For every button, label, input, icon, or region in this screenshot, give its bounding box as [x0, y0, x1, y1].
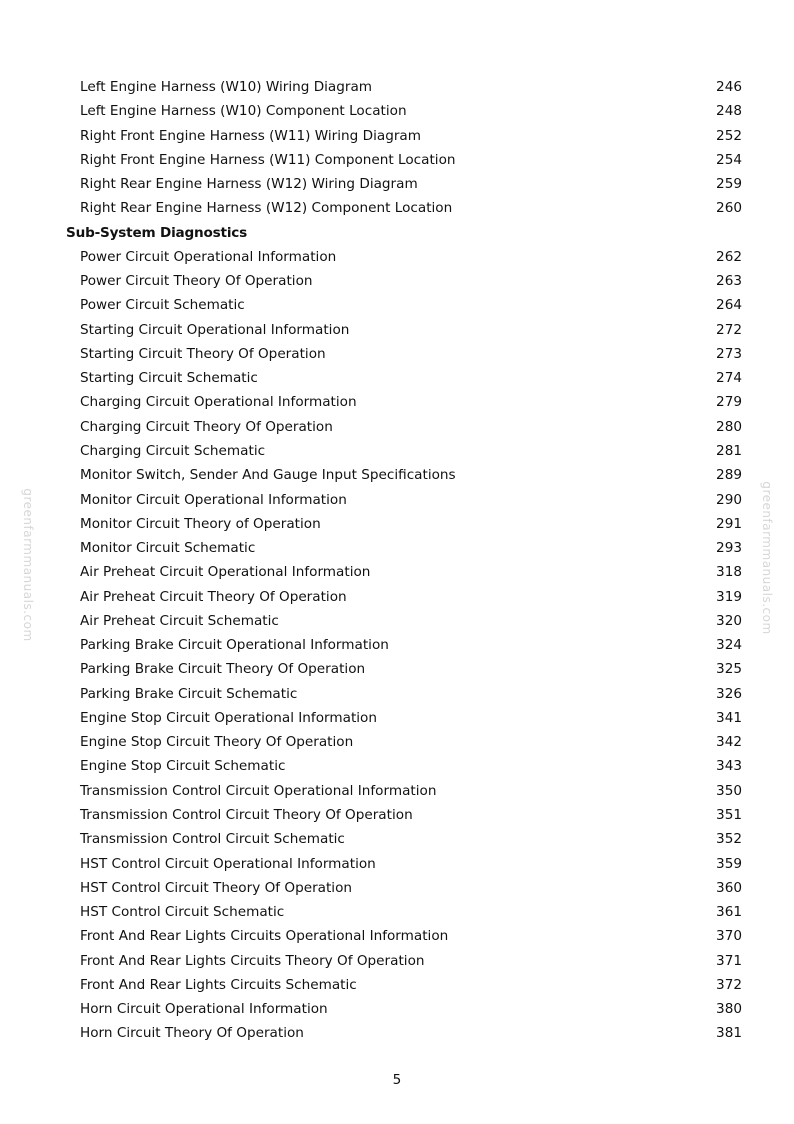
- toc-entry-page: 280: [716, 418, 742, 435]
- toc-entry-title: Charging Circuit Schematic: [80, 442, 266, 459]
- toc-entry-page: 361: [716, 904, 742, 921]
- toc-entry-title: Engine Stop Circuit Schematic: [80, 758, 286, 775]
- toc-entry-page: 380: [716, 1001, 742, 1018]
- toc-entry[interactable]: [0, 827, 794, 851]
- toc-entry-page: 320: [716, 612, 742, 629]
- toc-entry-page: 264: [716, 297, 742, 314]
- toc-entry-title: Charging Circuit Theory Of Operation: [80, 418, 333, 435]
- toc-entry-title: Right Front Engine Harness (W11) Component Location: [80, 151, 456, 168]
- toc-entry-page: 370: [716, 928, 742, 945]
- toc-entry-title: Air Preheat Circuit Schematic: [80, 612, 279, 629]
- toc-entry-title: Monitor Circuit Operational Information: [80, 491, 347, 508]
- toc-entry[interactable]: [0, 536, 794, 560]
- watermark-right: greenfarmmanuals.com: [760, 481, 774, 635]
- toc-entry-page: 281: [716, 442, 742, 459]
- toc-entry[interactable]: [0, 390, 794, 414]
- toc-entry[interactable]: [0, 318, 794, 342]
- toc-entry-page: 274: [716, 370, 742, 387]
- toc-entry-page: 263: [716, 273, 742, 290]
- toc-entry-title: Power Circuit Theory Of Operation: [80, 273, 313, 290]
- toc-entry[interactable]: [0, 754, 794, 778]
- toc-entry[interactable]: [0, 949, 794, 973]
- toc-entry-title: Engine Stop Circuit Theory Of Operation: [80, 734, 354, 751]
- toc-entry-page: 343: [716, 758, 742, 775]
- toc-entry-title: Transmission Control Circuit Theory Of Operation: [80, 806, 413, 823]
- toc-entry-title: Starting Circuit Theory Of Operation: [80, 345, 326, 362]
- toc-entry-page: 262: [716, 248, 742, 265]
- toc-entry-title: Monitor Circuit Theory of Operation: [80, 515, 321, 532]
- toc-entry[interactable]: [0, 1021, 794, 1045]
- toc-entry-title: Right Front Engine Harness (W11) Wiring Diagram: [80, 127, 421, 144]
- toc-entry-page: 372: [716, 976, 742, 993]
- toc-entry-title: Front And Rear Lights Circuits Theory Of Operation: [80, 952, 425, 969]
- toc-entry[interactable]: [0, 779, 794, 803]
- toc-entry-title: Charging Circuit Operational Information: [80, 394, 357, 411]
- toc-entry-page: 254: [716, 151, 742, 168]
- toc-entry-page: 371: [716, 952, 742, 969]
- toc-entry[interactable]: [0, 124, 794, 148]
- toc-entry[interactable]: [0, 269, 794, 293]
- toc-entry-title: Starting Circuit Schematic: [80, 370, 258, 387]
- toc-entry-title: HST Control Circuit Operational Information: [80, 855, 376, 872]
- toc-entry[interactable]: [0, 512, 794, 536]
- toc-entry-title: Monitor Switch, Sender And Gauge Input Specifications: [80, 467, 456, 484]
- toc-entry-title: HST Control Circuit Theory Of Operation: [80, 879, 353, 896]
- toc-entry-page: 291: [716, 515, 742, 532]
- toc-entry-title: Horn Circuit Operational Information: [80, 1001, 328, 1018]
- toc-entry[interactable]: [0, 366, 794, 390]
- toc-entry-title: Right Rear Engine Harness (W12) Component Location: [80, 200, 453, 217]
- toc-entry-page: 248: [716, 103, 742, 120]
- toc-section-heading: [0, 221, 794, 245]
- toc-entry-page: 318: [716, 564, 742, 581]
- toc-entry[interactable]: [0, 924, 794, 948]
- toc-entry[interactable]: [0, 900, 794, 924]
- toc-entry-page: 341: [716, 709, 742, 726]
- toc-entry[interactable]: [0, 997, 794, 1021]
- toc-entry-title: Air Preheat Circuit Theory Of Operation: [80, 588, 347, 605]
- toc-entry-page: 289: [716, 467, 742, 484]
- toc-entry-page: 272: [716, 321, 742, 338]
- toc-entry[interactable]: [0, 172, 794, 196]
- toc-entry-title: Power Circuit Schematic: [80, 297, 245, 314]
- toc-entry[interactable]: [0, 633, 794, 657]
- toc-entry[interactable]: [0, 730, 794, 754]
- toc-entry[interactable]: [0, 876, 794, 900]
- toc-entry-title: Sub-System Diagnostics: [66, 224, 248, 241]
- toc-entry-page: 290: [716, 491, 742, 508]
- toc-entry-title: Parking Brake Circuit Theory Of Operation: [80, 661, 366, 678]
- toc-entry[interactable]: [0, 706, 794, 730]
- toc-entry-page: 319: [716, 588, 742, 605]
- toc-entry-page: 342: [716, 734, 742, 751]
- toc-entry-page: 246: [716, 79, 742, 95]
- toc-entry-page: 350: [716, 782, 742, 799]
- toc-entry[interactable]: [0, 488, 794, 512]
- toc-entry-page: 324: [716, 637, 742, 654]
- toc-entry[interactable]: [0, 609, 794, 633]
- toc-entry[interactable]: [0, 415, 794, 439]
- toc-entry-title: Front And Rear Lights Circuits Schematic: [80, 976, 357, 993]
- toc-entry-page: 259: [716, 176, 742, 193]
- toc-entry-page: 252: [716, 127, 742, 144]
- toc-entry-title: Front And Rear Lights Circuits Operational Information: [80, 928, 449, 945]
- toc-entry-title: Monitor Circuit Schematic: [80, 540, 256, 557]
- toc-entry-page: 352: [716, 831, 742, 848]
- toc-entry-page: 360: [716, 879, 742, 896]
- toc-entry-title: Horn Circuit Theory Of Operation: [80, 1025, 304, 1042]
- toc-entry[interactable]: [0, 657, 794, 681]
- toc-entry[interactable]: [0, 852, 794, 876]
- toc-entry[interactable]: [0, 463, 794, 487]
- page-number: 5: [392, 1072, 402, 1088]
- toc-entry[interactable]: [0, 99, 794, 123]
- toc-entry-title: Transmission Control Circuit Schematic: [80, 831, 345, 848]
- toc-entry[interactable]: [0, 439, 794, 463]
- toc-entry[interactable]: [0, 682, 794, 706]
- toc-entry[interactable]: [0, 148, 794, 172]
- toc-entry-page: 351: [716, 806, 742, 823]
- toc-entry-page: 359: [716, 855, 742, 872]
- toc-entry-page: 381: [716, 1025, 742, 1042]
- toc-entry-title: Left Engine Harness (W10) Component Location: [80, 103, 407, 120]
- toc-entry-page: 273: [716, 345, 742, 362]
- toc-entry-title: Engine Stop Circuit Operational Information: [80, 709, 377, 726]
- toc-entry[interactable]: [0, 245, 794, 269]
- watermark-left: greenfarmmanuals.com: [21, 488, 35, 642]
- toc-entry-title: HST Control Circuit Schematic: [80, 904, 285, 921]
- toc-entry-page: 325: [716, 661, 742, 678]
- toc-entry-title: Left Engine Harness (W10) Wiring Diagram: [80, 79, 373, 95]
- toc-entry[interactable]: [0, 973, 794, 997]
- toc-entry-title: Parking Brake Circuit Operational Information: [80, 637, 389, 654]
- toc-entry-title: Parking Brake Circuit Schematic: [80, 685, 298, 702]
- toc-entry-title: Power Circuit Operational Information: [80, 248, 337, 265]
- toc-entry-page: 293: [716, 540, 742, 557]
- toc-entry[interactable]: [0, 75, 794, 99]
- toc-entry-page: 260: [716, 200, 742, 217]
- table-of-contents: [0, 75, 794, 1046]
- toc-entry[interactable]: [0, 342, 794, 366]
- toc-entry-title: Transmission Control Circuit Operational Information: [80, 782, 437, 799]
- toc-entry-title: Right Rear Engine Harness (W12) Wiring Diagram: [80, 176, 418, 193]
- toc-entry[interactable]: [0, 803, 794, 827]
- toc-entry-title: Starting Circuit Operational Information: [80, 321, 350, 338]
- toc-entry[interactable]: [0, 560, 794, 584]
- toc-entry[interactable]: [0, 293, 794, 317]
- toc-entry-title: Air Preheat Circuit Operational Information: [80, 564, 371, 581]
- toc-entry-page: 326: [716, 685, 742, 702]
- toc-entry[interactable]: [0, 585, 794, 609]
- toc-entry[interactable]: [0, 196, 794, 220]
- toc-entry-page: 279: [716, 394, 742, 411]
